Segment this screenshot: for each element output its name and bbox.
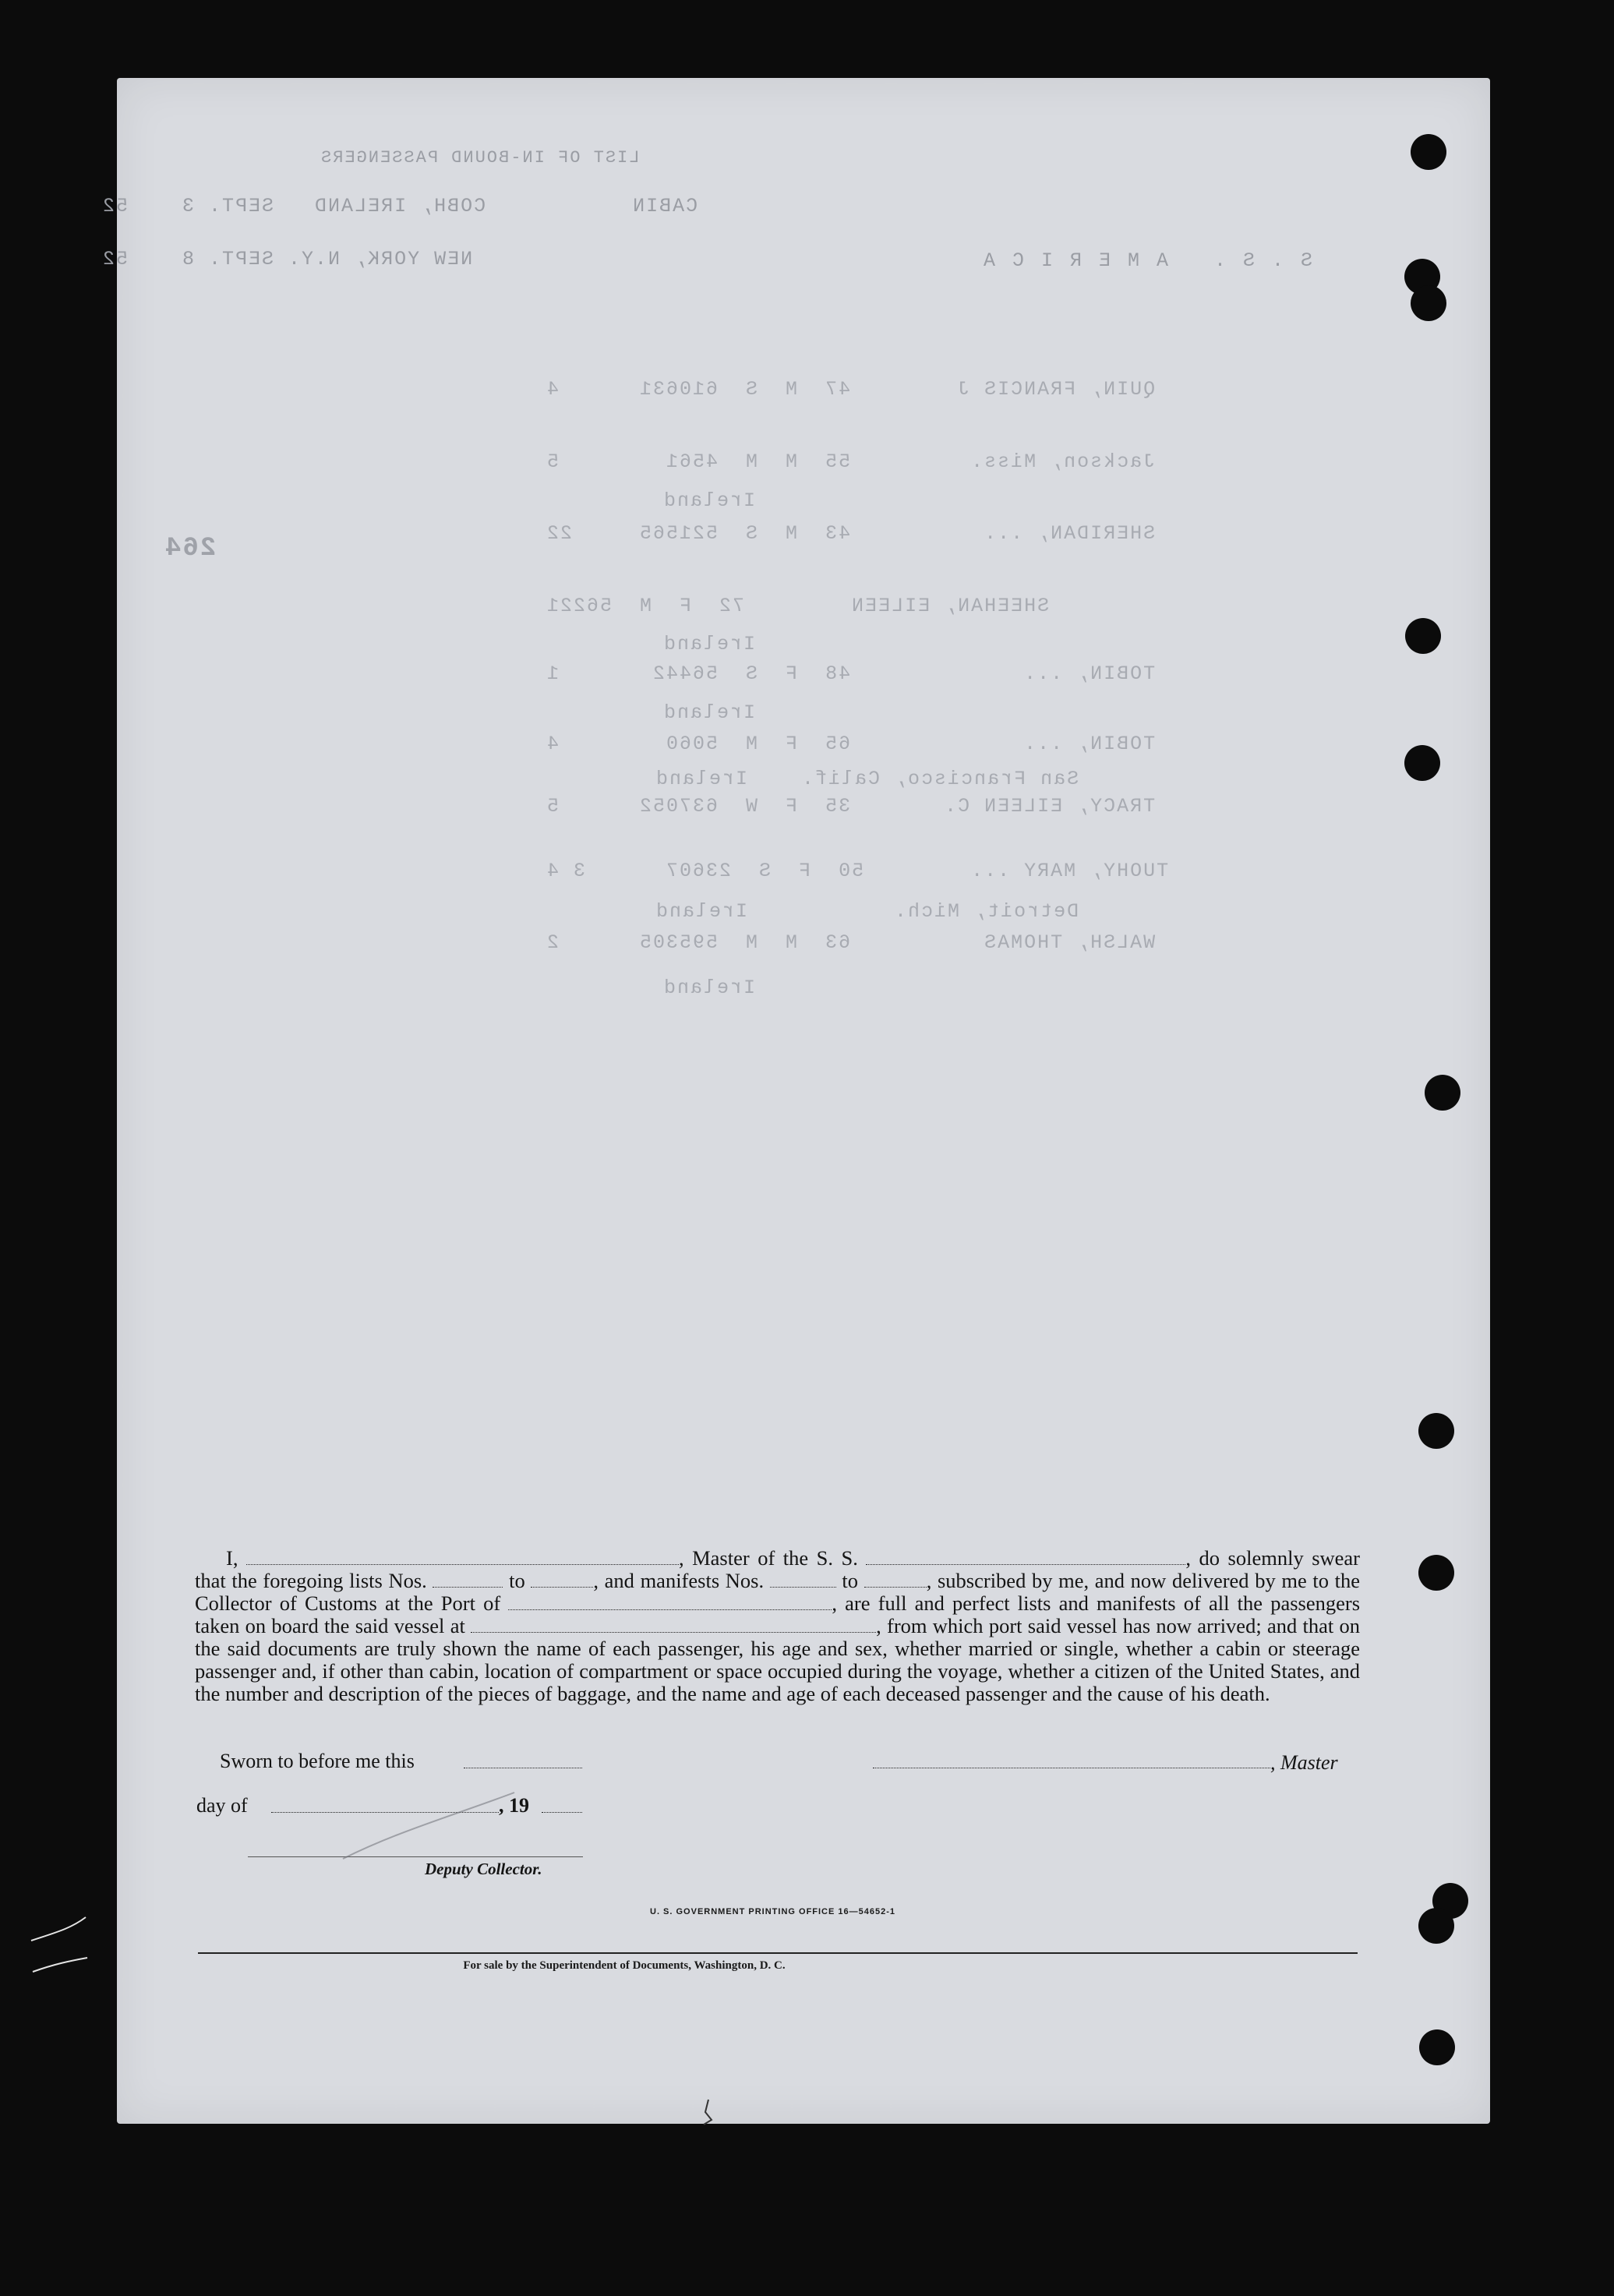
printer-line: U. S. GOVERNMENT PRINTING OFFICE 16—54652-1 (650, 1907, 896, 1916)
bleed-row: WALSH, THOMAS 63 M M 595305 2 (546, 931, 1156, 954)
day-of-label: day of (196, 1794, 248, 1817)
oath-text-9: , from which port said vessel has now arrived; and that on the said documents are truly shown the name of each passenger, his age and sex, whether married or single, whether a cabin or steerage passenger and, if other than cabin, location of compartment or space occupied during the voyage, whether a citizen of the United States, and the number and description of the pieces of baggage, and the name and age of each deceased passenger and the cause of his death. (195, 1614, 1360, 1705)
punch-hole (1418, 1908, 1454, 1944)
oath-text-4: to (509, 1569, 525, 1592)
manifest-no-to-field[interactable] (864, 1571, 927, 1588)
sworn-label: Sworn to before me this (220, 1750, 415, 1772)
oath-text-1: I, (226, 1546, 238, 1570)
master-name-field[interactable] (246, 1549, 679, 1565)
bleed-header-4: S.S. AMERICA (966, 249, 1313, 272)
punch-hole (1419, 2029, 1455, 2065)
bleed-row: Ireland (662, 489, 756, 512)
bleed-row: Jackson, Miss. 55 M M 4561 5 (546, 450, 1156, 473)
year-field[interactable] (542, 1812, 582, 1813)
bleed-row: San Francisco, Calif. Ireland (655, 768, 1079, 790)
bleed-row: Ireland (662, 701, 756, 724)
oath-text-5: , and manifests Nos. (593, 1569, 765, 1592)
bleed-header-2: CABIN COBH, IRELAND SEPT. 3 52 (101, 195, 698, 217)
footer-rule (198, 1952, 1358, 1954)
oath-text-8: , are full and perfect lists and manifests of all the passengers taken on board the said vessel at (195, 1591, 1361, 1637)
punch-hole (1418, 1555, 1454, 1591)
bleed-side-stamp: 264 (164, 534, 217, 563)
punch-hole (1418, 1413, 1454, 1449)
document-page (101, 78, 1490, 2124)
footer-text: For sale by the Superintendent of Documents, Washington, D. C. (463, 1959, 786, 1972)
bleed-row: QUIN, FRANCIS J 47 M S 610631 4 (546, 378, 1156, 401)
oath-text-6: to (842, 1569, 859, 1592)
port-field[interactable] (508, 1594, 832, 1610)
oath-text-2: , Master of the S. S. (678, 1546, 858, 1570)
bleed-row: SHERIDAN, ... 43 M S 521565 22 (546, 522, 1156, 545)
punch-hole (1405, 618, 1441, 654)
bleed-row: TUOHY, MARY ... 50 F S 23607 3 4 (546, 860, 1169, 882)
year-label: , 19 (499, 1794, 529, 1817)
bleed-row: SHEEHAN, EILEEN 72 F M 56221 (546, 595, 1050, 617)
bleed-row: TRACY, EILEEN C. 35 F W 637052 5 (546, 795, 1156, 818)
bleed-row: TOBIN, ... 65 F M 5060 4 (546, 733, 1156, 755)
punch-hole (1404, 745, 1440, 781)
punch-hole (1425, 1075, 1460, 1111)
embark-port-field[interactable] (471, 1616, 876, 1633)
ship-name-field[interactable] (866, 1549, 1185, 1565)
master-label: , Master (1270, 1751, 1338, 1774)
bleed-row: Ireland (662, 633, 756, 655)
manifest-no-from-field[interactable] (770, 1571, 836, 1588)
bleed-row: Detroit, Mich. Ireland (655, 900, 1079, 923)
deputy-collector-label: Deputy Collector. (425, 1860, 542, 1878)
left-edge-marks (23, 1909, 94, 1995)
bleed-header-3: NEW YORK, N.Y. SEPT. 8 52 (101, 248, 473, 270)
master-oath-paragraph (195, 1547, 1360, 1705)
oath-text-7: , subscribed by me, and now delivered by me to the Collector of Customs at the Port of (195, 1569, 1361, 1615)
bleed-header-1: LIST OF IN-BOUND PASSENGERS (320, 148, 640, 168)
bottom-mark (698, 2096, 721, 2128)
punch-hole (1411, 285, 1446, 321)
punch-hole (1411, 134, 1446, 170)
bleed-row: Ireland (662, 977, 756, 999)
list-no-from-field[interactable] (433, 1571, 503, 1588)
list-no-to-field[interactable] (531, 1571, 593, 1588)
oath-text-3: , do solemnly swear that the foregoing lists Nos. (195, 1546, 1361, 1592)
pen-stroke (335, 1785, 538, 1870)
bleed-row: TOBIN, ... 48 F S 56442 1 (546, 662, 1156, 685)
